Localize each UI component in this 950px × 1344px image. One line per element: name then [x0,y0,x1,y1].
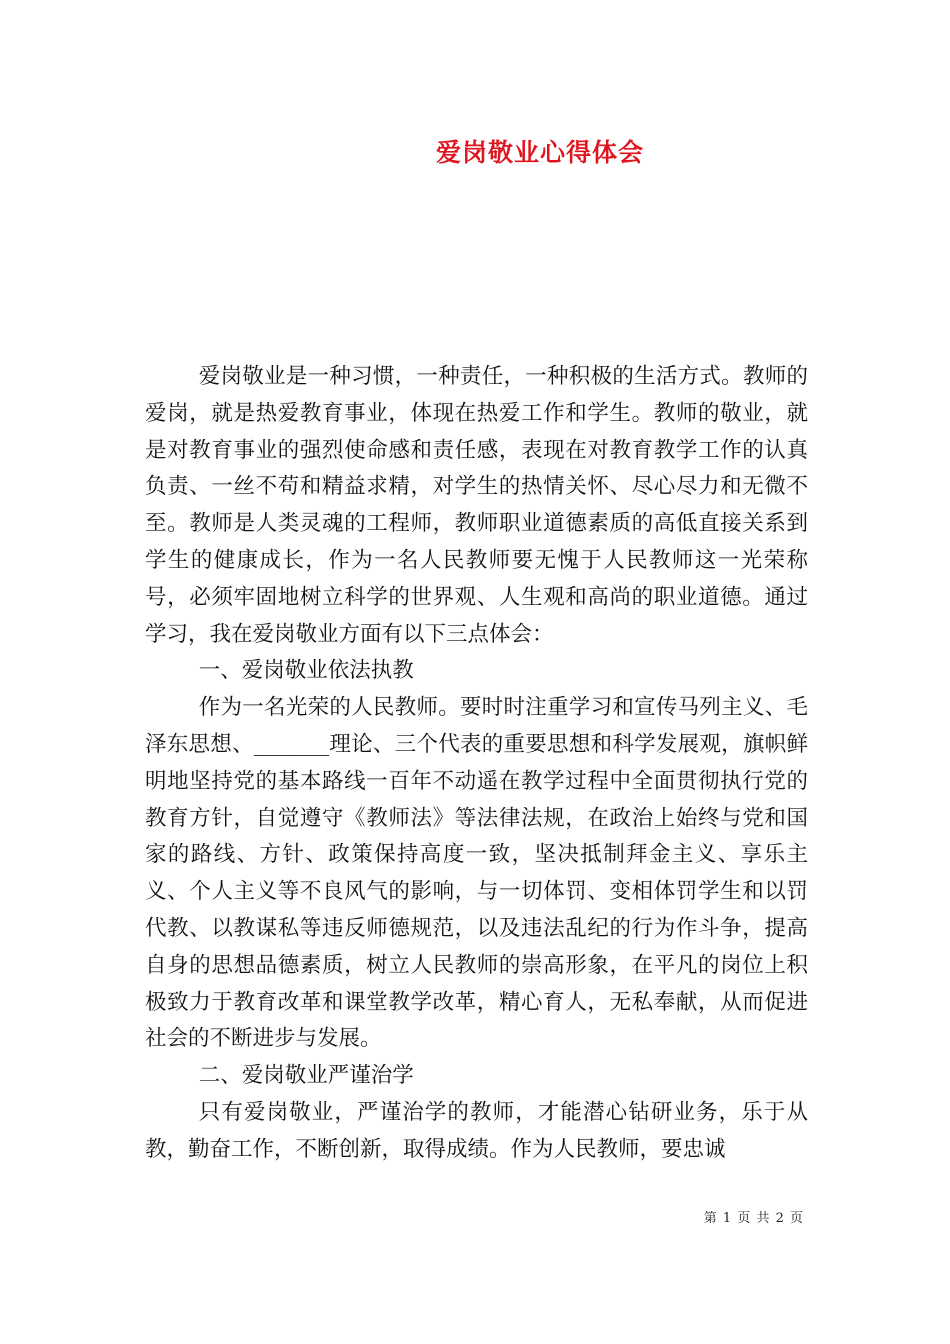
section-2-paragraph: 只有爱岗敬业，严谨治学的教师，才能潜心钻研业务，乐于从教，勤奋工作，不断创新，取得成绩。作为人民教师，要忠诚 [145,1099,808,1162]
document-body [145,359,808,1169]
intro-paragraph: 爱岗敬业是一种习惯，一种责任，一种积极的生活方式。教师的爱岗，就是热爱教育事业，体现在热爱工作和学生。教师的敬业，就是对教育事业的强烈使命感和责任感，表现在对教育教学工作的认真负责、一丝不苟和精益求精，对学生的热情关怀、尽心尽力和无微不至。教师是人类灵魂的工程师，教师职业道德素质的高低直接关系到学生的健康成长，作为一名人民教师要无愧于人民教师这一光荣称号，必须牢固地树立科学的世界观、人生观和高尚的职业道德。通过学习，我在爱岗敬业方面有以下三点体会： [145,364,808,647]
page-number: 第 1 页 共 2 页 [703,1211,804,1226]
section-heading-1: 一、爱岗敬业依法执教 [198,658,414,684]
section-1-paragraph: 作为一名光荣的人民教师。要时时注重学习和宣传马列主义、毛泽东思想、_______理论、三个代表的重要思想和科学发展观，旗帜鲜明地坚持党的基本路线一百年不动遥在教学过程中全面贯彻执行党的教育方针，自觉遵守《教师法》等法律法规，在政治上始终与党和国家的路线、方针、政策保持高度一致，坚决抵制拜金主义、享乐主义、个人主义等不良风气的影响，与一切体罚、变相体罚学生和以罚代教、以教谋私等违反师德规范，以及违法乱纪的行为作斗争，提高自身的思想品德素质，树立人民教师的崇高形象，在平凡的岗位上积极致力于教育改革和课堂教学改革，精心育人，无私奉献，从而促进社会的不断进步与发展。 [145,695,808,1052]
section-heading-2: 二、爱岗敬业严谨治学 [198,1063,414,1089]
document-title: 爱岗敬业心得体会 [435,138,644,167]
